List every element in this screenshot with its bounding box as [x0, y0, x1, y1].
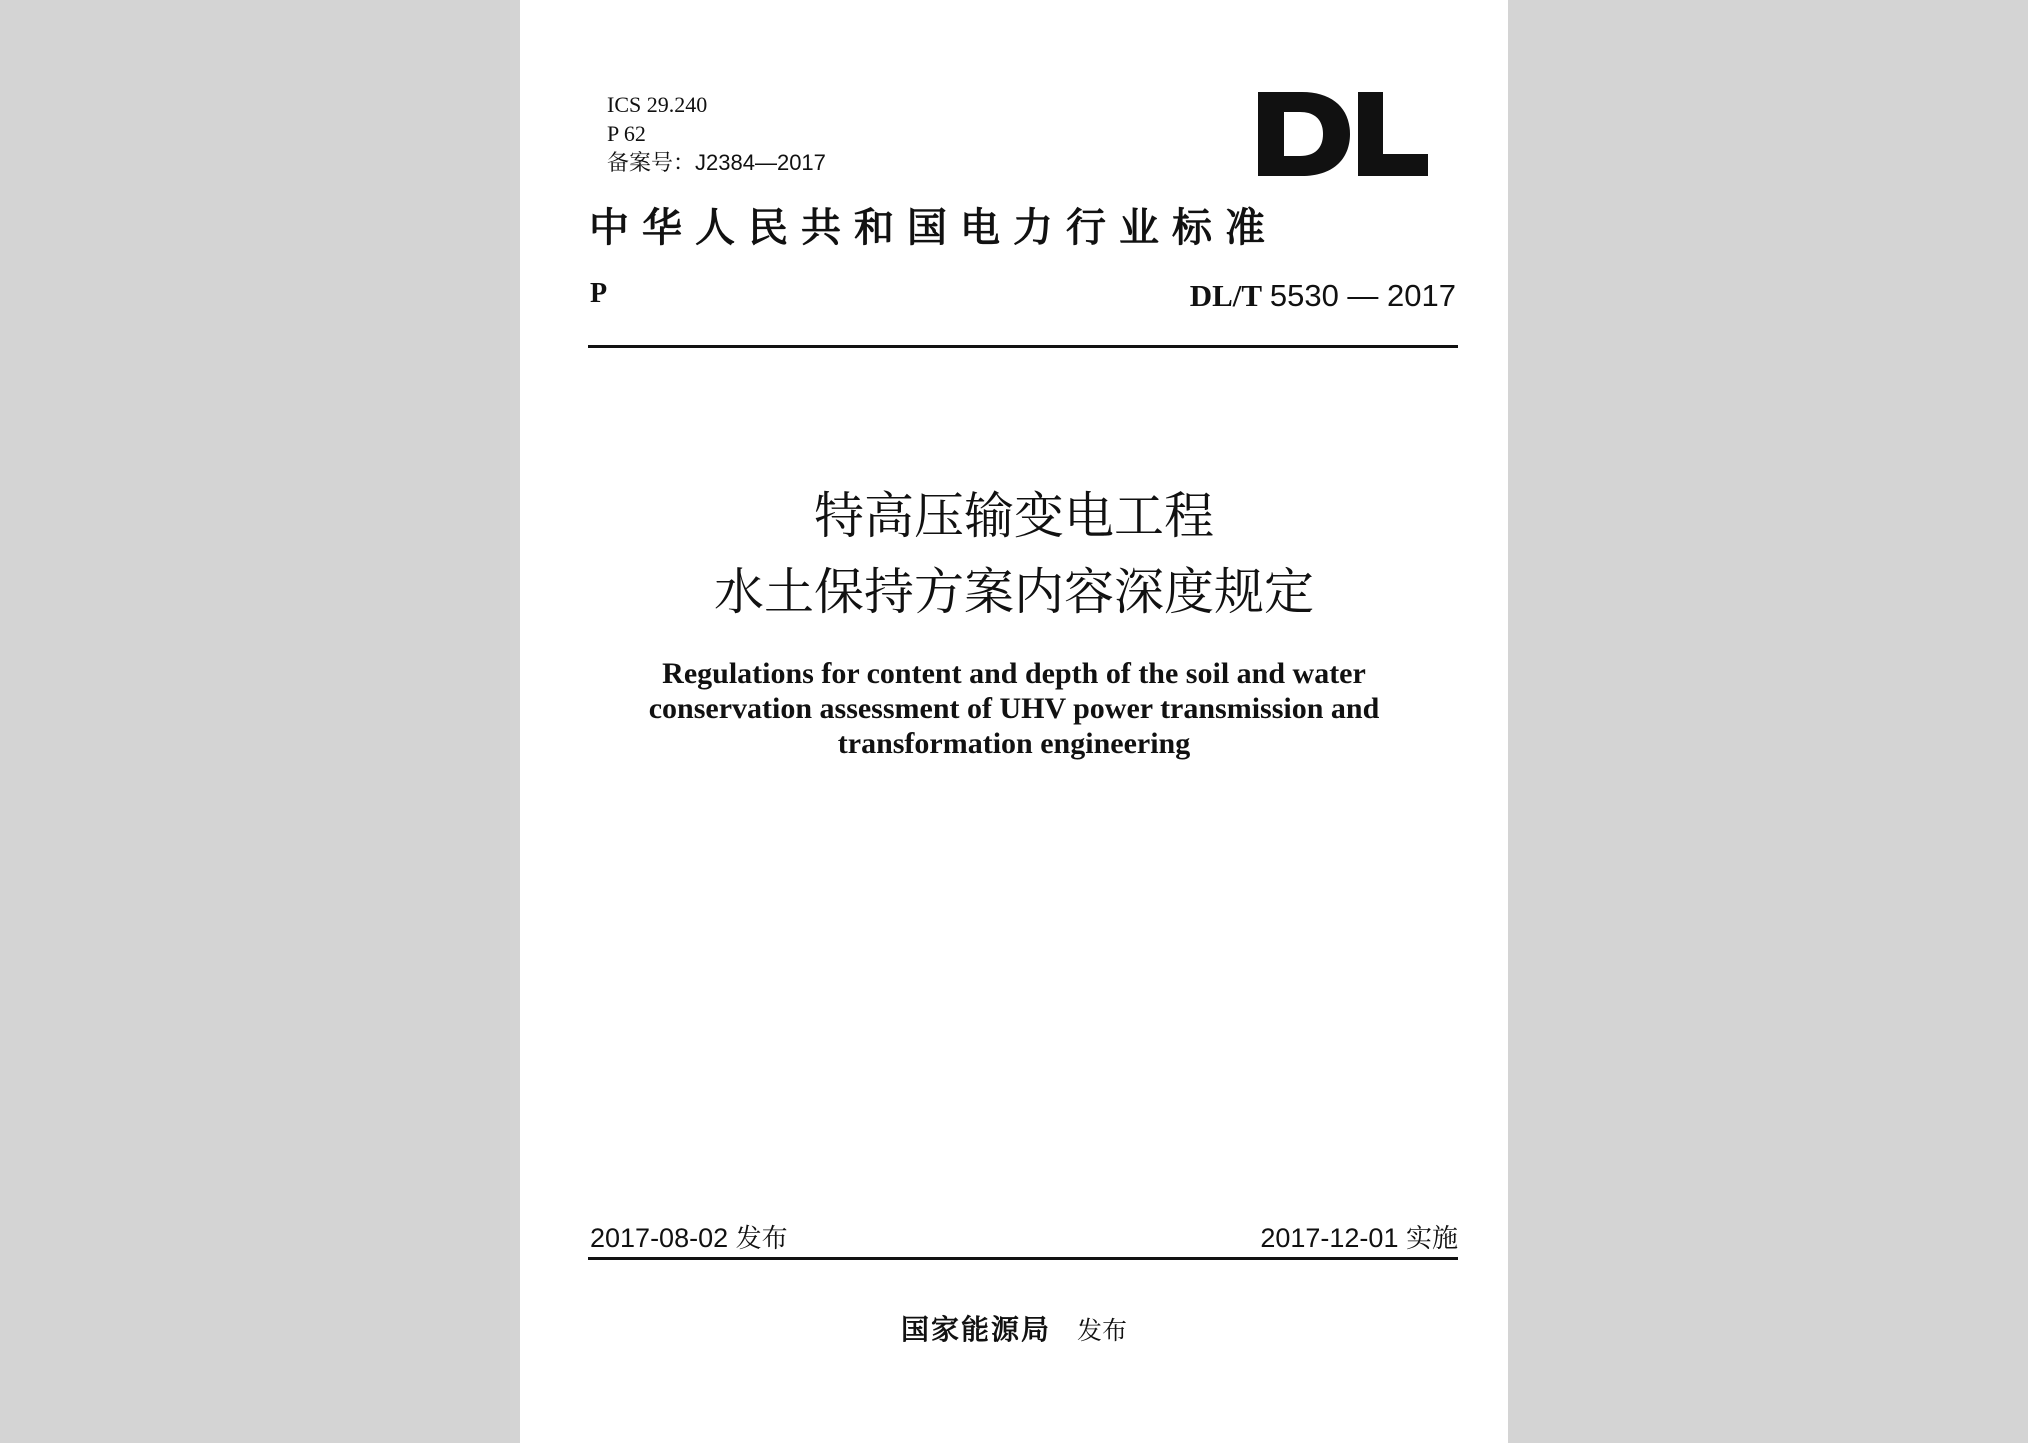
record-number-line — [607, 148, 826, 177]
top-divider — [588, 345, 1458, 348]
document-page — [520, 0, 1508, 1443]
standard-id-row — [590, 278, 1456, 314]
classification-block — [607, 90, 826, 177]
implement-date-group — [1260, 1218, 1458, 1255]
publisher-action: 发布 — [1077, 1316, 1128, 1345]
issue-label: 发布 — [735, 1224, 788, 1254]
publisher-organization: 国家能源局 — [900, 1313, 1051, 1346]
dl-logo-letter-d — [1258, 92, 1350, 176]
implement-label: 实施 — [1405, 1224, 1458, 1254]
title-english-line-3: transformation engineering — [837, 727, 1191, 760]
bottom-divider — [588, 1257, 1458, 1260]
record-label: 备案号： — [607, 150, 696, 175]
record-number: J2384—2017 — [695, 150, 826, 175]
standard-number-value: 5530 — 2017 — [1269, 278, 1456, 313]
title-chinese-line-2: 水土保持方案内容深度规定 — [714, 563, 1314, 621]
standard-name: 中华人民共和国电力行业标准 — [589, 204, 1278, 251]
date-row — [590, 1218, 1458, 1254]
issue-date-group — [590, 1218, 788, 1255]
standard-number-prefix: DL/T — [1189, 278, 1263, 313]
standard-number — [1190, 278, 1456, 314]
dl-logo — [1258, 92, 1428, 176]
title-chinese — [520, 478, 1508, 630]
dl-logo-letter-l — [1358, 92, 1428, 176]
ics-code: ICS 29.240 — [607, 92, 708, 117]
title-english-line-2: conservation assessment of UHV power transmission and — [648, 692, 1380, 725]
publisher-line — [520, 1308, 1508, 1348]
title-chinese-line-1: 特高压输变电工程 — [814, 487, 1214, 545]
title-english — [520, 656, 1508, 761]
standard-class: P — [590, 278, 608, 309]
title-english-line-1: Regulations for content and depth of the soil and water — [662, 657, 1366, 690]
issue-date: 2017-08-02 — [590, 1223, 729, 1253]
ccs-code: P 62 — [607, 121, 646, 146]
implement-date: 2017-12-01 — [1260, 1223, 1399, 1253]
